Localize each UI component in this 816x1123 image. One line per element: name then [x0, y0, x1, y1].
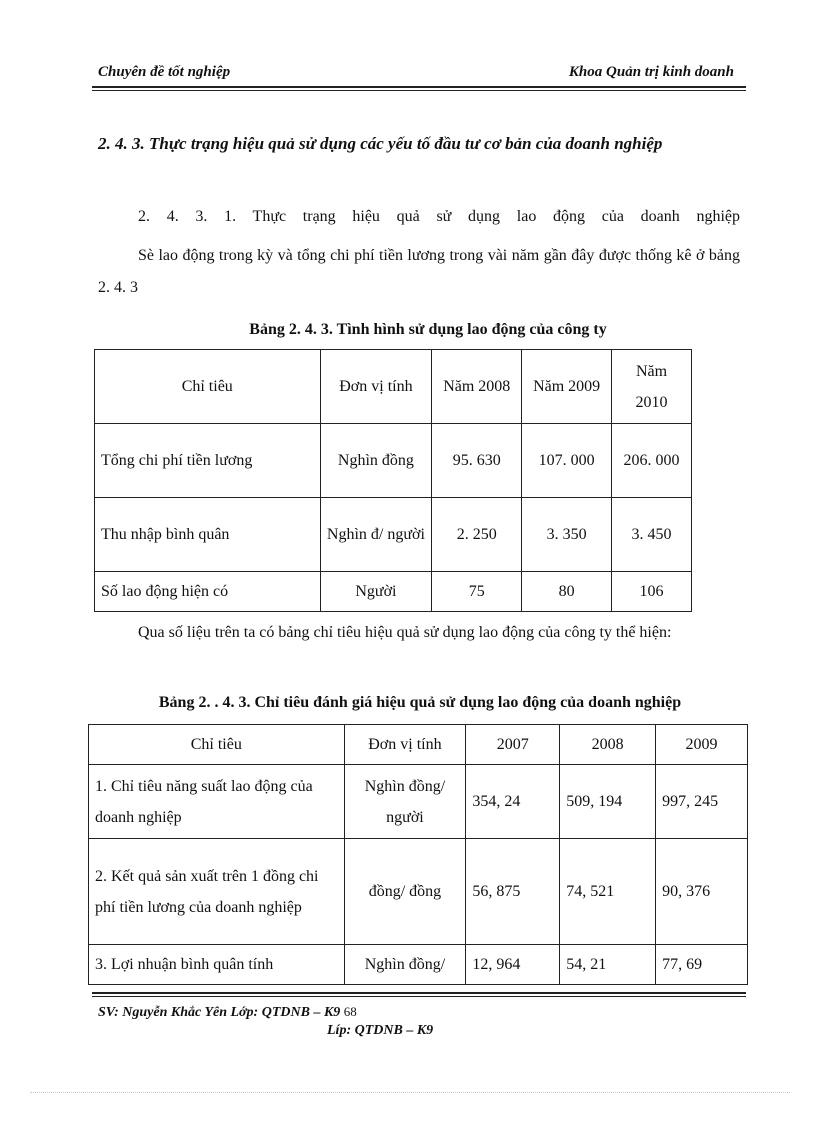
- cell-value: 3. 350: [522, 498, 612, 572]
- row-unit: Nghìn đồng/: [344, 945, 466, 985]
- cell-value: 77, 69: [656, 945, 748, 985]
- cell-value: 80: [522, 572, 612, 612]
- header-cell: 2009: [656, 725, 748, 765]
- header-left: Chuyên đề tốt nghiệp: [98, 64, 231, 80]
- cell-value: 206. 000: [612, 424, 692, 498]
- cell-value: 75: [432, 572, 522, 612]
- footer-student: [98, 1004, 357, 1021]
- cell-value: 95. 630: [432, 424, 522, 498]
- header-cell: Chỉ tiêu: [89, 725, 345, 765]
- footer-student-text: SV: Nguyễn Khắc Yên Lớp: QTDNB – K9: [98, 1005, 341, 1020]
- header-rule-thin: [92, 90, 746, 91]
- header-cell: Năm 2008: [432, 350, 522, 424]
- cell-value: 74, 521: [560, 839, 656, 945]
- table2-caption: Bảng 2. . 4. 3. Chỉ tiêu đánh giá hiệu quả sử dụng lao động của doanh nghiệp: [158, 694, 682, 711]
- cell-value: 90, 376: [656, 839, 748, 945]
- table-header-row: [89, 725, 748, 765]
- table1-caption: Bảng 2. 4. 3. Tình hình sử dụng lao động của công ty: [249, 321, 607, 338]
- row-unit: Người: [320, 572, 432, 612]
- row-label: 2. Kết quả sản xuất trên 1 đồng chi phí tiền lương của doanh nghiệp: [89, 839, 345, 945]
- cell-value: 107. 000: [522, 424, 612, 498]
- cell-value: 106: [612, 572, 692, 612]
- section-heading: 2. 4. 3. Thực trạng hiệu quả sử dụng các yếu tố đầu tư cơ bản của doanh nghiệp: [98, 134, 663, 153]
- cell-value: 3. 450: [612, 498, 692, 572]
- header-cell: 2008: [560, 725, 656, 765]
- footer-class-line: Líp: QTDNB – K9: [327, 1023, 434, 1038]
- row-unit: Nghìn đồng/ người: [344, 765, 466, 839]
- header-right: Khoa Quản trị kinh doanh: [568, 64, 734, 80]
- header-cell: Năm 2009: [522, 350, 612, 424]
- table-row: [89, 839, 748, 945]
- cell-value: 997, 245: [656, 765, 748, 839]
- table-row: [95, 572, 692, 612]
- cell-value: 509, 194: [560, 765, 656, 839]
- cell-value: 54, 21: [560, 945, 656, 985]
- table-row: [89, 945, 748, 985]
- table-header-row: [95, 350, 692, 424]
- footer-rule-thin: [92, 996, 746, 997]
- footer-rule: [92, 992, 746, 994]
- row-label: Số lao động hiện có: [95, 572, 321, 612]
- row-unit: Nghìn đ/ người: [320, 498, 432, 572]
- row-unit: đồng/ đồng: [344, 839, 466, 945]
- subheading: 2. 4. 3. 1. Thực trạng hiệu quả sử dụng lao động của doanh nghiệp: [138, 208, 740, 225]
- header-cell: Đơn vị tính: [320, 350, 432, 424]
- page-number: 68: [343, 1004, 357, 1019]
- cell-value: 2. 250: [432, 498, 522, 572]
- row-label: 3. Lợi nhuận bình quân tính: [89, 945, 345, 985]
- cell-value: 56, 875: [466, 839, 560, 945]
- header-rule: [92, 86, 746, 88]
- header-cell: Năm 2010: [612, 350, 692, 424]
- table-row: [89, 765, 748, 839]
- between-paragraph: Qua số liệu trên ta có bảng chỉ tiêu hiệu quả sử dụng lao động của công ty thể hiện:: [138, 624, 672, 641]
- row-label: Thu nhập bình quân: [95, 498, 321, 572]
- table-row: [95, 424, 692, 498]
- row-label: 1. Chỉ tiêu năng suất lao động của doanh nghiệp: [89, 765, 345, 839]
- cell-value: 354, 24: [466, 765, 560, 839]
- table-labour-usage: [94, 349, 692, 612]
- header-cell: Chỉ tiêu: [95, 350, 321, 424]
- table-row: [95, 498, 692, 572]
- intro-paragraph: Sè lao động trong kỳ và tổng chi phí tiền lương trong vài năm gần đây được thống kê ở bảng 2. 4. 3: [98, 247, 740, 296]
- header-cell: 2007: [466, 725, 560, 765]
- row-label: Tổng chi phí tiền lương: [95, 424, 321, 498]
- page-bottom-divider: [30, 1092, 790, 1093]
- row-unit: Nghìn đồng: [320, 424, 432, 498]
- table-labour-efficiency: [88, 724, 748, 985]
- cell-value: 12, 964: [466, 945, 560, 985]
- header-cell: Đơn vị tính: [344, 725, 466, 765]
